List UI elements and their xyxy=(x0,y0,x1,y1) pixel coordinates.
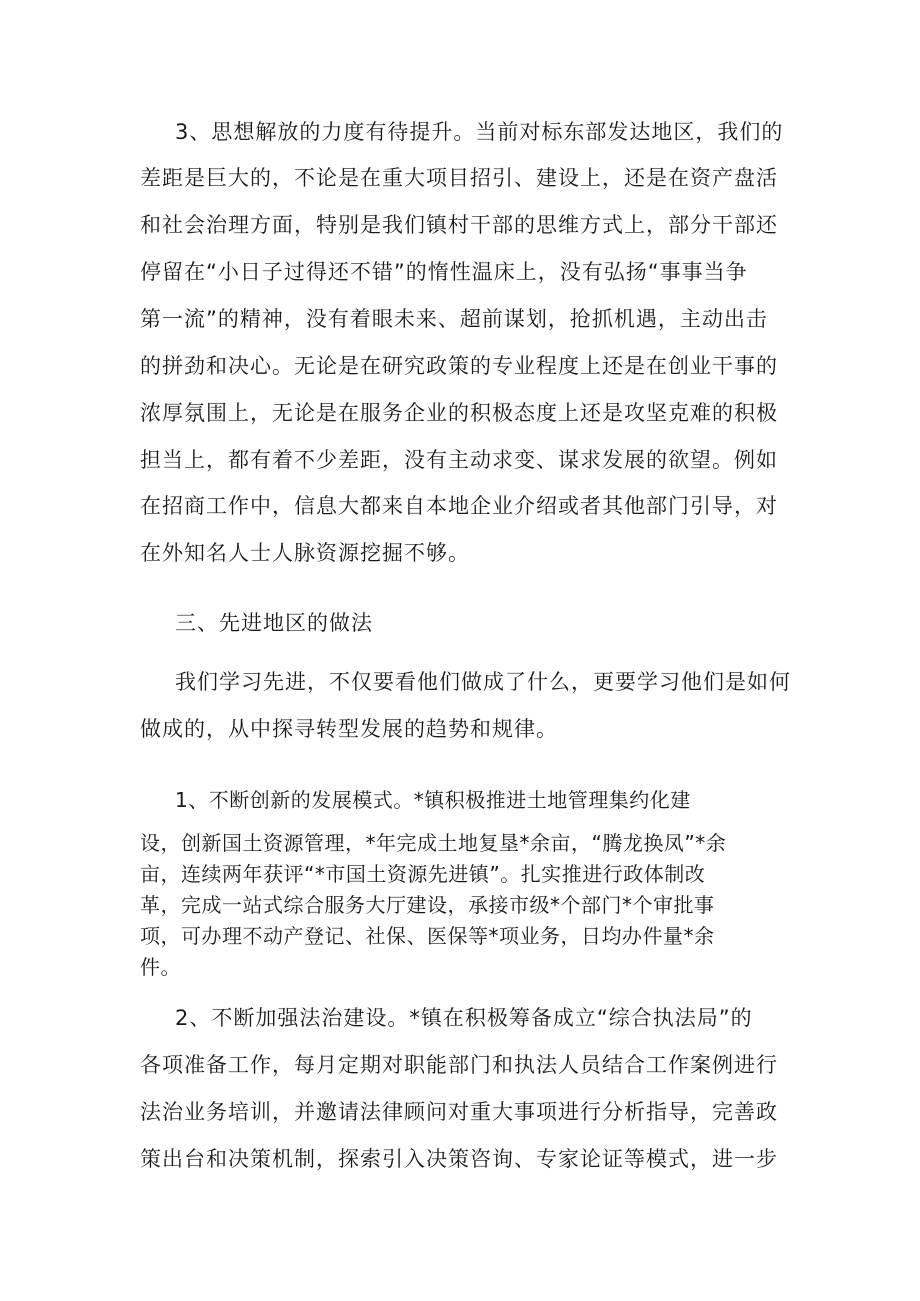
item-1-line-2: 设，创新国土资源管理，*年完成土地复垦*余亩，“腾龙换凤”*余 xyxy=(140,831,727,855)
paragraph-3-line-7: 浓厚氛围上，无论是在服务企业的积极态度上还是攻坚克难的积极 xyxy=(140,401,778,425)
paragraph-3-line-2: 差距是巨大的，不论是在重大项目招引、建设上，还是在资产盘活 xyxy=(140,166,778,190)
item-1-line-3: 亩，连续两年获评“*市国土资源先进镇”。扎实推进行政体制改 xyxy=(140,862,706,886)
paragraph-3-line-3: 和社会治理方面，特别是我们镇村干部的思维方式上，部分干部还 xyxy=(140,213,778,237)
section-heading: 三、先进地区的做法 xyxy=(175,611,373,635)
paragraph-3-line-8: 担当上，都有着不少差距，没有主动求变、谋求发展的欲望。例如 xyxy=(140,448,778,472)
paragraph-3-line-9: 在招商工作中，信息大都来自本地企业介绍或者其他部门引导，对 xyxy=(140,494,778,518)
item-2-line-4: 策出台和决策机制，探索引入决策咨询、专家论证等模式，进一步 xyxy=(140,1147,778,1171)
paragraph-3-line-6: 的拼劲和决心。无论是在研究政策的专业程度上还是在创业干事的 xyxy=(140,354,778,378)
paragraph-3-line-5: 第一流”的精神，没有着眼未来、超前谋划，抢抓机遇，主动出击 xyxy=(140,307,768,331)
item-2-line-1: 2、不断加强法治建设。*镇在积极筹备成立“综合执法局”的 xyxy=(175,1006,753,1030)
paragraph-3-line-4: 停留在“小日子过得还不错”的惰性温床上，没有弘扬“事事当争 xyxy=(140,260,748,284)
item-2-line-3: 法治业务培训，并邀请法律顾问对重大事项进行分析指导，完善政 xyxy=(140,1100,778,1124)
item-1-line-6: 件。 xyxy=(140,955,181,979)
intro-line-1: 我们学习先进，不仅要看他们做成了什么，更要学习他们是如何 xyxy=(175,670,791,694)
item-1-line-4: 革，完成一站式综合服务大厅建设，承接市级*个部门*个审批事 xyxy=(140,893,715,917)
item-1-line-1: 1、不断创新的发展模式。*镇积极推进土地管理集约化建 xyxy=(175,788,691,812)
paragraph-3-line-10: 在外知名人士人脉资源挖掘不够。 xyxy=(140,541,470,565)
intro-line-2: 做成的，从中探寻转型发展的趋势和规律。 xyxy=(140,717,558,741)
item-1-line-5: 项，可办理不动产登记、社保、医保等*项业务，日均办件量*余 xyxy=(140,924,715,948)
item-2-line-2: 各项准备工作，每月定期对职能部门和执法人员结合工作案例进行 xyxy=(140,1053,778,1077)
paragraph-3-line-1: 3、思想解放的力度有待提升。当前对标东部发达地区，我们的 xyxy=(175,120,784,144)
